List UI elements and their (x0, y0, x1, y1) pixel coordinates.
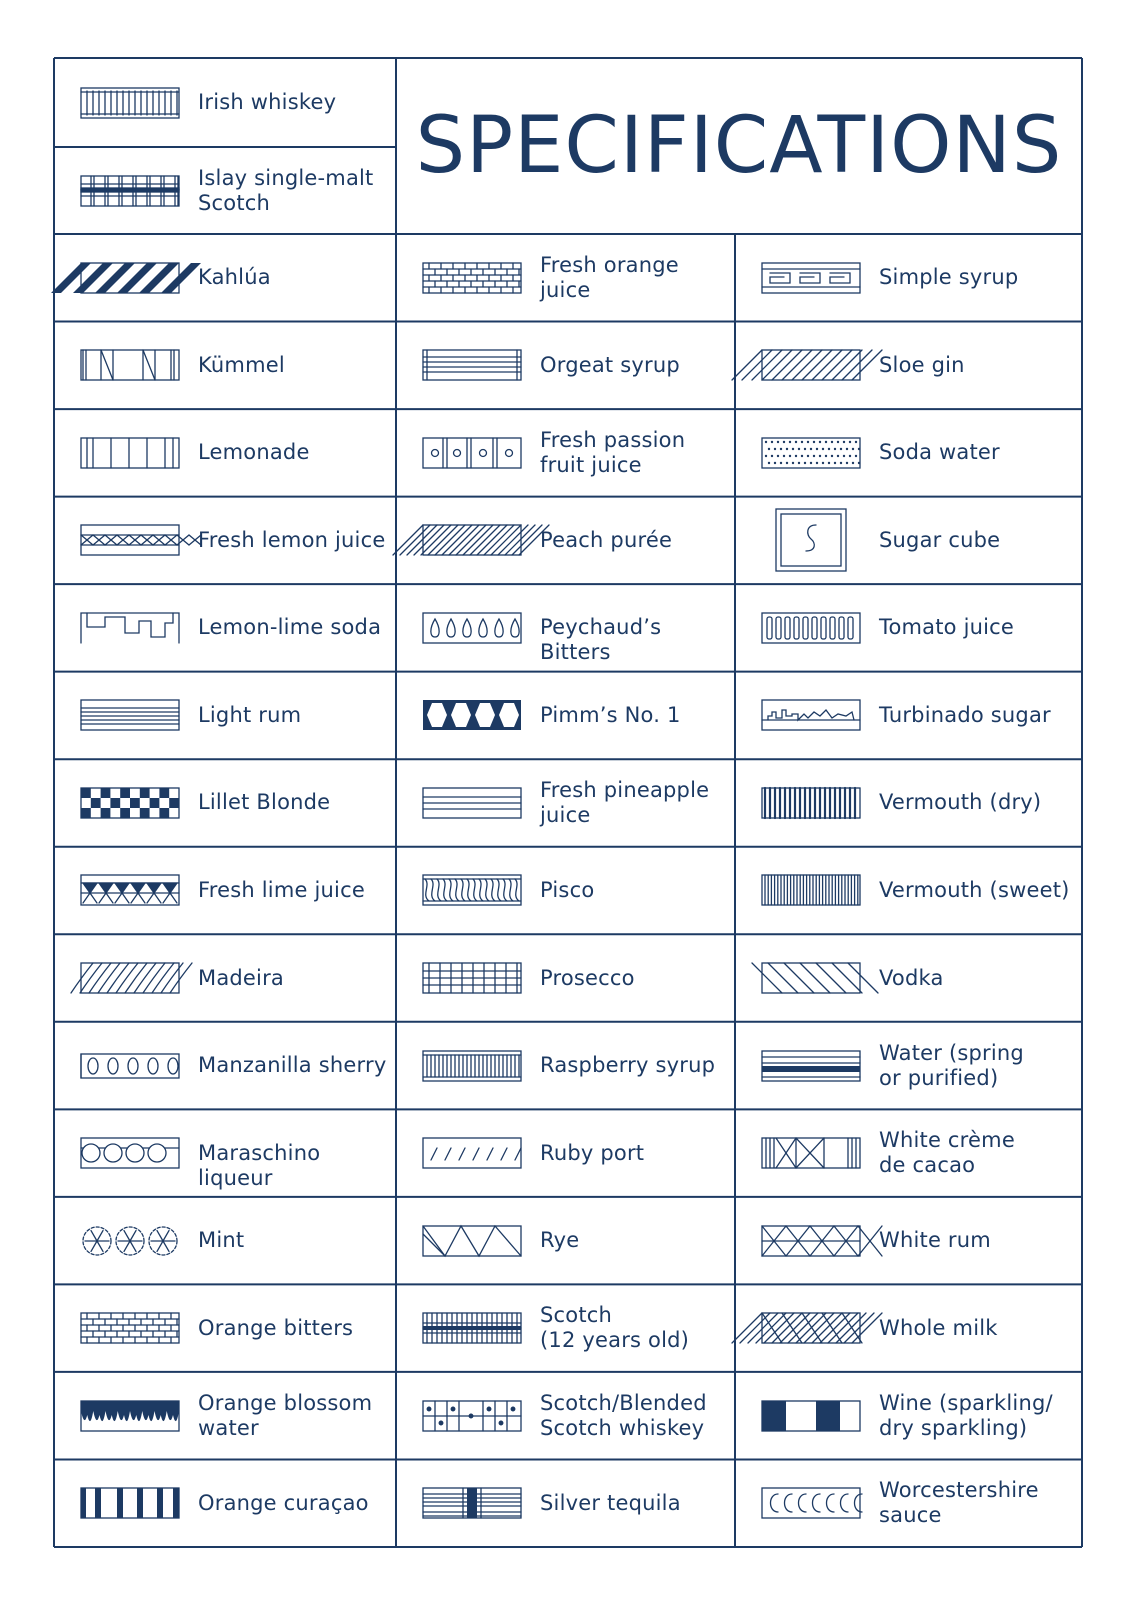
zigzag-pattern-icon (422, 1225, 522, 1257)
bricks-small-pattern-icon (80, 1312, 180, 1344)
ingredient-label: White rum (879, 1228, 991, 1253)
vbars-diagonal-pattern-icon (80, 349, 180, 381)
sugar-cube-pattern-icon (761, 524, 861, 556)
ingredient-cell (396, 934, 735, 1022)
keys-pattern-icon (761, 262, 861, 294)
drips-pattern-icon (80, 1400, 180, 1432)
ingredient-label: Orange curaçao (198, 1490, 369, 1515)
ingredient-cell (54, 147, 396, 234)
ingredient-cell (735, 234, 1082, 322)
ingredient-cell (735, 1459, 1082, 1547)
ingredient-label: Mint (198, 1228, 245, 1253)
ingredient-label: Sugar cube (879, 527, 1001, 552)
ingredient-cell (396, 1459, 735, 1547)
rounded-bars-pattern-icon (761, 612, 861, 644)
ingredient-cell (54, 322, 396, 410)
ingredient-label: Ruby port (540, 1140, 645, 1165)
circles-pattern-icon (80, 1137, 180, 1169)
ingredient-label: Manzanilla sherry (198, 1053, 387, 1078)
ingredient-label: Worcestershire sauce (879, 1478, 1039, 1528)
ingredient-label: Peychaud’s Bitters (540, 615, 662, 665)
h-lines-edge-pattern-icon (422, 349, 522, 381)
plaid-dense-pattern-icon (422, 1312, 522, 1344)
ingredient-label: Irish whiskey (198, 90, 337, 114)
ingredient-cell (735, 759, 1082, 847)
ingredient-cell (396, 234, 735, 322)
ingredient-cell (54, 584, 396, 672)
ingredient-label: Fresh pineapple juice (540, 777, 710, 827)
triangles-filled-pattern-icon (80, 874, 180, 906)
ingredient-cell (396, 847, 735, 935)
ingredient-cell (54, 759, 396, 847)
ingredient-label: Water (spring or purified) (879, 1040, 1024, 1090)
scribble-pattern-icon (422, 874, 522, 906)
ingredient-cell (396, 584, 735, 672)
ingredient-cell (54, 672, 396, 760)
diagonal-wave-pattern-icon (80, 962, 180, 994)
ingredient-cell (396, 1109, 735, 1197)
ingredient-label: Simple syrup (879, 265, 1019, 290)
blocks-pattern-icon (761, 1400, 861, 1432)
weave-pattern-icon (761, 1312, 861, 1344)
ingredient-cell (396, 672, 735, 760)
ingredient-cell (735, 584, 1082, 672)
ingredient-cell (54, 1459, 396, 1547)
ingredient-cell (54, 1022, 396, 1110)
h-lines-wide-pattern-icon (422, 787, 522, 819)
ingredient-cell (735, 409, 1082, 497)
backslash-pattern-icon (761, 962, 861, 994)
ingredient-cell (735, 1022, 1082, 1110)
ingredient-label: Orange blossom water (198, 1390, 373, 1440)
page-title: SPECIFICATIONS (415, 101, 1063, 191)
hexagons-pattern-icon (422, 699, 522, 731)
h-lines-pattern-icon (80, 699, 180, 731)
x-box-pattern-icon (761, 1137, 861, 1169)
ingredient-label: Sloe gin (879, 352, 965, 377)
ingredient-cell (735, 1197, 1082, 1285)
ingredient-cell (396, 759, 735, 847)
dot-grid-pattern-icon (422, 1400, 522, 1432)
ingredient-cell (396, 1284, 735, 1372)
ingredient-label: Whole milk (879, 1315, 998, 1340)
ingredient-label: Rye (540, 1228, 580, 1253)
ingredient-label: White crème de cacao (879, 1128, 1015, 1178)
ingredient-label: Peach purée (540, 527, 673, 552)
vlines-mid-pattern-icon (422, 1050, 522, 1082)
ingredient-label: Soda water (879, 440, 1000, 465)
dots-pattern-icon (761, 437, 861, 469)
ovals-pattern-icon (80, 1050, 180, 1082)
thick-diagonal-pattern-icon (80, 262, 180, 294)
bars-dense-pattern-icon (80, 87, 180, 119)
ingredient-label: Fresh passion fruit juice (540, 427, 686, 477)
ingredient-label: Vermouth (sweet) (879, 877, 1070, 902)
ingredient-cell (54, 1197, 396, 1285)
mint-pattern-icon (80, 1225, 180, 1257)
thin-vlines-pattern-icon (761, 874, 861, 906)
ingredient-label: Vodka (879, 965, 944, 990)
thick-vlines-pattern-icon (761, 787, 861, 819)
ingredient-label: Fresh orange juice (540, 252, 679, 302)
bricks-pattern-icon (422, 262, 522, 294)
ingredient-cell (735, 934, 1082, 1022)
ingredient-cell (396, 1022, 735, 1110)
dot-boxes-pattern-icon (422, 437, 522, 469)
grid-pattern-icon (422, 962, 522, 994)
ingredient-label: Kahlúa (198, 265, 271, 290)
ingredient-cell (54, 847, 396, 935)
diag-lines-pattern-icon (761, 349, 861, 381)
skyline-pattern-icon (761, 699, 861, 731)
diag-hatch-pattern-icon (422, 524, 522, 556)
ingredient-label: Vermouth (dry) (879, 790, 1042, 815)
ingredient-cell (735, 1109, 1082, 1197)
plaid-pattern-icon (80, 175, 180, 207)
triangles-stack-pattern-icon (80, 524, 180, 556)
water-pattern-icon (761, 1050, 861, 1082)
ingredient-cell (54, 1284, 396, 1372)
ingredient-label: Orange bitters (198, 1315, 354, 1340)
ingredient-cell (54, 234, 396, 322)
ingredient-label: Islay single-malt Scotch (198, 165, 374, 215)
ingredient-label: Fresh lemon juice (198, 527, 386, 552)
ingredient-cell (54, 409, 396, 497)
ingredient-label: Scotch (12 years old) (540, 1303, 690, 1353)
ingredient-cell (396, 1372, 735, 1460)
ingredient-cell (735, 847, 1082, 935)
ingredient-label: Silver tequila (540, 1490, 681, 1515)
ingredient-label: Lemon-lime soda (198, 615, 382, 640)
ingredient-label: Pimm’s No. 1 (540, 702, 681, 727)
ingredient-cell (396, 1197, 735, 1285)
ingredient-cell (735, 672, 1082, 760)
wide-vbars-pattern-icon (80, 437, 180, 469)
ingredient-cell (54, 58, 396, 147)
ingredient-cell (54, 1372, 396, 1460)
ingredient-label: Lillet Blonde (198, 790, 331, 815)
ingredient-cell (54, 1109, 396, 1197)
ingredient-label: Tomato juice (879, 615, 1015, 640)
ingredient-label: Fresh lime juice (198, 877, 365, 902)
ingredient-label: Turbinado sugar (879, 702, 1051, 727)
drops-pattern-icon (422, 612, 522, 644)
ingredient-cell (396, 497, 735, 585)
ingredient-cell (735, 1284, 1082, 1372)
dashes-pattern-icon (422, 1137, 522, 1169)
ingredient-label: Madeira (198, 965, 284, 990)
ingredient-label: Orgeat syrup (540, 352, 680, 377)
ingredient-cell (735, 497, 1082, 585)
ingredient-cell (54, 934, 396, 1022)
crosshatch-pattern-icon (761, 1225, 861, 1257)
ingredient-label: Raspberry syrup (540, 1053, 716, 1078)
steps-pattern-icon (80, 612, 180, 644)
ingredient-label: Wine (sparkling/ dry sparkling) (879, 1390, 1053, 1440)
checker-pattern-icon (80, 787, 180, 819)
ingredient-cell (54, 497, 396, 585)
ingredient-label: Prosecco (540, 965, 635, 990)
ingredient-cell (396, 322, 735, 410)
ingredient-label: Pisco (540, 877, 595, 902)
ingredient-cell (396, 409, 735, 497)
stripes-mixed-pattern-icon (422, 1487, 522, 1519)
c-marks-pattern-icon (761, 1487, 861, 1519)
ingredient-label: Light rum (198, 702, 302, 727)
ingredient-cell (735, 322, 1082, 410)
ingredient-label: Scotch/Blended Scotch whiskey (540, 1390, 707, 1440)
ingredient-label: Kümmel (198, 352, 285, 377)
bold-vbars-pattern-icon (80, 1487, 180, 1519)
ingredient-label: Lemonade (198, 440, 310, 465)
ingredient-cell (735, 1372, 1082, 1460)
ingredient-label: Maraschino liqueur (198, 1140, 321, 1190)
